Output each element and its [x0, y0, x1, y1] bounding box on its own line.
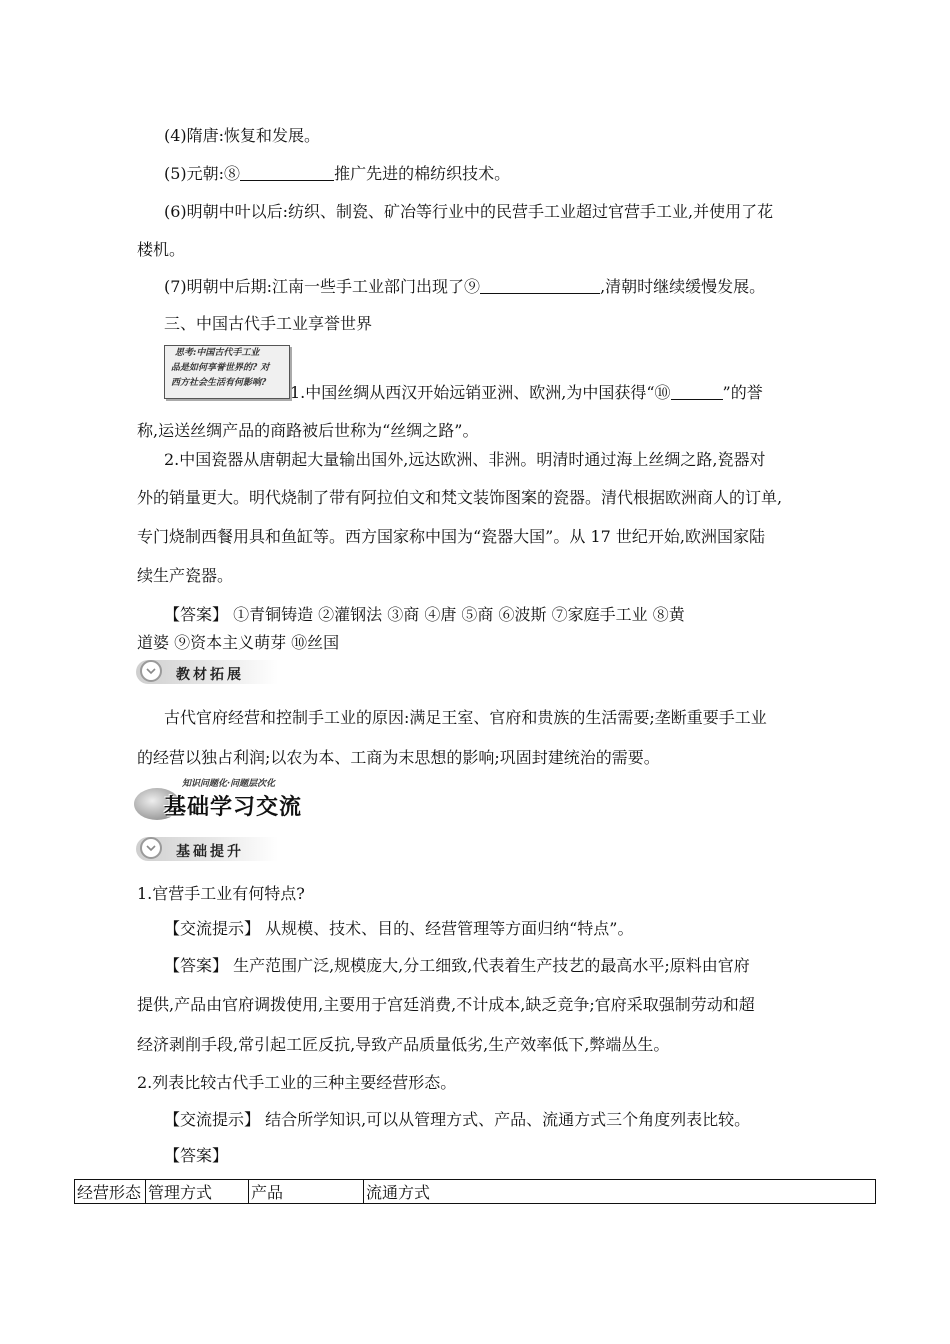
porcelain-line4: 续生产瓷器。	[137, 566, 234, 585]
porcelain-line2: 外的销量更大。明代烧制了带有阿拉伯文和梵文装饰图案的瓷器。清代根据欧洲商人的订单,	[137, 488, 783, 507]
table-header-cell: 流通方式	[364, 1180, 876, 1204]
silk-line2: 称,运送丝绸产品的商路被后世称为“丝绸之路”。	[137, 421, 479, 440]
question-1: 1.官营手工业有何特点?	[137, 884, 305, 903]
section-tag-basic	[136, 833, 278, 863]
comparison-table	[74, 1179, 876, 1204]
question-2-answer-label: 【答案】	[164, 1146, 229, 1165]
table-header-cell: 经营形态	[75, 1180, 146, 1204]
paragraph-6-line1: (6)明朝中叶以后:纺织、制瓷、矿冶等行业中的民营手工业超过官营手工业,并使用了花	[164, 202, 774, 221]
section-tag-extension-label: 教材拓展	[176, 667, 244, 683]
table-header-cell: 产品	[249, 1180, 364, 1204]
paragraph-7-after: ,清朝时继续缓慢发展。	[600, 277, 766, 296]
think-box-line3: 西方社会生活有何影响?	[171, 378, 267, 388]
question-2-hint: 【交流提示】 结合所学知识,可以从管理方式、产品、流通方式三个角度列表比较。	[164, 1110, 751, 1129]
extension-line1: 古代官府经营和控制手工业的原因:满足王室、官府和贵族的生活需要;垄断重要手工业	[164, 708, 767, 727]
think-box	[164, 345, 290, 399]
paragraph-5	[164, 164, 510, 184]
think-box-line2: 品是如何享誉世界的? 对	[171, 363, 270, 373]
answer-line2: 道婆 ⑨资本主义萌芽 ⑩丝国	[137, 633, 340, 652]
paragraph-6-line2: 楼机。	[137, 240, 186, 259]
question-1-answer-line2: 提供,产品由官府调拨使用,主要用于宫廷消费,不计成本,缺乏竞争;官府采取强制劳动和超	[137, 995, 755, 1014]
fill-blank-8	[240, 164, 334, 181]
question-1-hint: 【交流提示】 从规模、技术、目的、经营管理等方面归纳“特点”。	[164, 919, 634, 938]
question-1-answer-line3: 经济剥削手段,常引起工匠反抗,导致产品质量低劣,生产效率低下,弊端丛生。	[137, 1035, 670, 1054]
paragraph-5-after: 推广先进的棉纺织技术。	[334, 164, 511, 183]
banner-subtitle: 知识问题化·问题层次化	[182, 779, 276, 789]
question-2: 2.列表比较古代手工业的三种主要经营形态。	[137, 1073, 457, 1092]
table-header-row	[75, 1180, 876, 1204]
think-box-line1: 思考:中国古代手工业	[175, 348, 260, 358]
section-tag-basic-label: 基础提升	[176, 844, 244, 860]
fill-blank-9	[480, 277, 600, 294]
paragraph-7-before: (7)明朝中后期:江南一些手工业部门出现了⑨	[164, 277, 481, 296]
silk-line1-after: ”的誉	[722, 383, 763, 402]
chevron-down-icon	[140, 660, 162, 682]
porcelain-line1: 2.中国瓷器从唐朝起大量输出国外,远达欧洲、非洲。明清时通过海上丝绸之路,瓷器对	[164, 450, 766, 469]
paragraph-5-before: (5)元朝:⑧	[164, 164, 241, 183]
section-tag-extension	[136, 656, 278, 686]
chevron-down-icon	[140, 837, 162, 859]
section-3-title: 三、中国古代手工业享誉世界	[164, 314, 373, 333]
section-banner	[134, 776, 314, 824]
paragraph-4: (4)隋唐:恢复和发展。	[164, 126, 321, 145]
porcelain-line3: 专门烧制西餐用具和鱼缸等。西方国家称中国为“瓷器大国”。从 17 世纪开始,欧洲国家陆	[137, 527, 765, 546]
table-header-cell: 管理方式	[146, 1180, 249, 1204]
extension-line2: 的经营以独占利润;以农为本、工商为末思想的影响;巩固封建统治的需要。	[137, 748, 660, 767]
answer-line1: 【答案】 ①青铜铸造 ②灌钢法 ③商 ④唐 ⑤商 ⑥波斯 ⑦家庭手工业 ⑧黄	[164, 605, 685, 624]
silk-line1-before: 1.中国丝绸从西汉开始远销亚洲、欧洲,为中国获得“⑩	[290, 383, 671, 402]
question-1-answer-line1: 【答案】 生产范围广泛,规模庞大,分工细致,代表着生产技艺的最高水平;原料由官府	[164, 956, 750, 975]
silk-line1	[290, 383, 763, 403]
banner-title: 基础学习交流	[164, 795, 303, 820]
paragraph-7	[164, 277, 765, 297]
fill-blank-10	[671, 383, 723, 400]
